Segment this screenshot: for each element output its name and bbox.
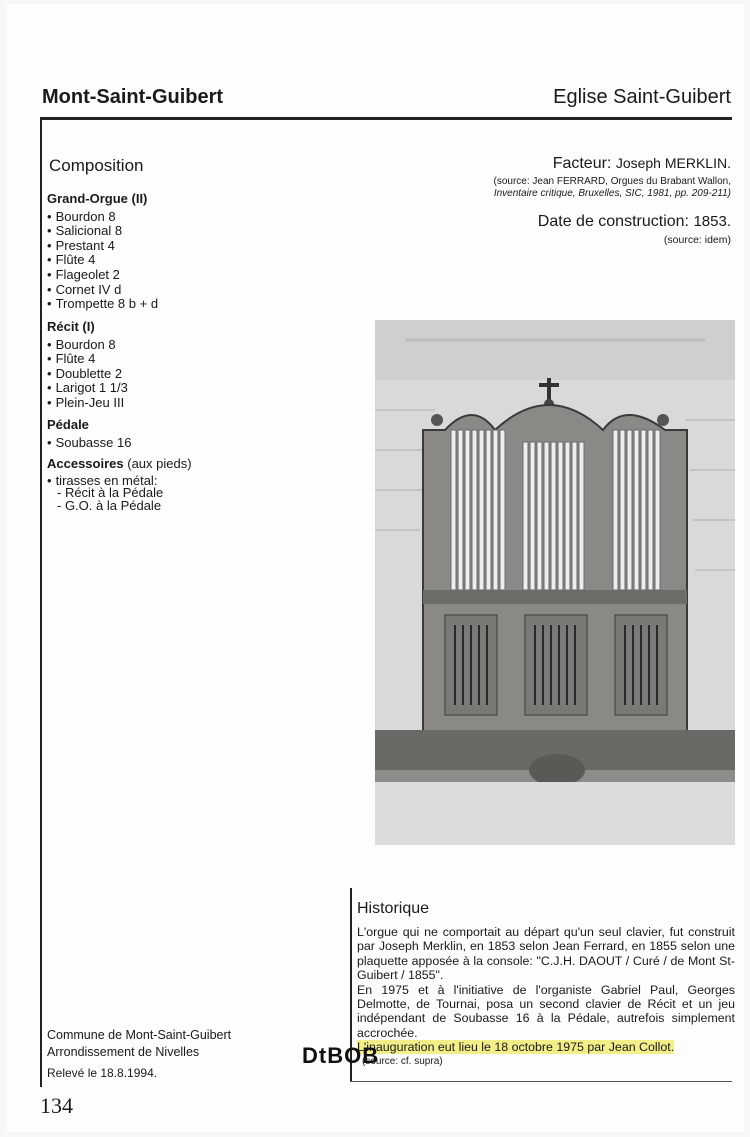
recit-heading: Récit (I): [47, 319, 95, 334]
accessoire-sub-2: - G.O. à la Pédale: [57, 497, 162, 513]
stop-item: • Plein-Jeu III: [47, 396, 128, 411]
stop-item: • Prestant 4: [47, 239, 158, 254]
historique-bottom-rule: [350, 1081, 732, 1082]
organ-pipe: [572, 442, 577, 590]
stop-item: • Trompette 8 b + d: [47, 297, 158, 312]
accessoires-section: [47, 458, 192, 512]
grand-orgue-stops: [47, 210, 158, 312]
organ-pipe: [493, 430, 498, 590]
accessoire-sub-1: - Récit à la Pédale: [57, 485, 164, 501]
facteur-source-line2: Inventaire critique, Bruxelles, SIC, 1981, pp. 209-211): [493, 187, 731, 199]
date-value: 1853.: [693, 213, 731, 230]
arrondissement-line: Arrondissement de Nivelles: [47, 1045, 200, 1059]
commune-line: Commune de Mont-Saint-Guibert: [47, 1028, 232, 1042]
stop-item: • Flûte 4: [47, 253, 158, 268]
composition-title: Composition: [49, 156, 144, 175]
facteur-value: Joseph MERKLIN.: [615, 155, 731, 171]
historique-text: [357, 925, 735, 1055]
grand-orgue-section: [47, 192, 158, 312]
facteur-label: Facteur:: [552, 155, 612, 172]
organ-photo: [375, 320, 735, 845]
organ-pipe: [634, 430, 639, 590]
date-label: Date de construction:: [537, 213, 689, 230]
organ-pipe: [451, 430, 456, 590]
organ-pipe: [537, 442, 542, 590]
organ-pipe: [565, 442, 570, 590]
accessoire-item: • tirasses en métal:: [47, 475, 192, 488]
historique-paragraph-1: L'orgue qui ne comportait au départ qu'un seul clavier, fut construit par Joseph Merklin, en 1853 selon Jean Ferrard, en 1855 selon une plaquette apposée à la console: "C.J.H. DAOUT / Curé / de Mont St-Guibert / 1855".: [357, 925, 735, 983]
organ-pipe: [544, 442, 549, 590]
organ-pipe: [551, 442, 556, 590]
organ-pipe: [558, 442, 563, 590]
left-rule: [40, 117, 42, 1087]
organ-pipe: [479, 430, 484, 590]
organ-pipe: [500, 430, 505, 590]
organ-pipe: [648, 430, 653, 590]
stop-item: • Salicional 8: [47, 224, 158, 239]
page-number: 134: [40, 1093, 73, 1118]
recit-section: [47, 320, 128, 411]
organ-pipe: [486, 430, 491, 590]
stop-item: • Cornet IV d: [47, 283, 158, 298]
stop-item: • Bourdon 8: [47, 338, 128, 353]
header-rule: [40, 117, 732, 120]
recit-stops: [47, 338, 128, 411]
organ-pipe: [523, 442, 528, 590]
historique-paragraph-2: En 1975 et à l'initiative de l'organiste Gabriel Paul, Georges Delmotte, de Tournai, posa un second clavier de Récit et un jeu indépendant de Soubasse 16 à la Pédale, autrefois simplement accrochée.: [357, 982, 735, 1040]
library-stamp: DtBOB: [302, 1043, 380, 1068]
organ-pipe: [472, 430, 477, 590]
historique-paragraph-3: L'inauguration eut lieu le 18 octobre 1975 par Jean Collot.: [357, 1040, 675, 1055]
historique-title: Historique: [357, 900, 430, 917]
date-source: (source: idem): [663, 234, 731, 246]
organ-pipe: [641, 430, 646, 590]
organ-pipe: [655, 430, 660, 590]
organ-pipe: [579, 442, 584, 590]
stop-item: • Flûte 4: [47, 352, 128, 367]
stop-item: • Larigot 1 1/3: [47, 381, 128, 396]
facteur-source-line1: (source: Jean FERRARD, Orgues du Brabant Wallon,: [493, 176, 731, 187]
organ-pipe: [458, 430, 463, 590]
facteur-line: [553, 155, 731, 173]
location-title: Mont-Saint-Guibert: [42, 86, 224, 108]
pedale-section: [47, 418, 131, 450]
historique-source: (source: cf. supra): [362, 1056, 443, 1067]
organ-pipe: [627, 430, 632, 590]
pedale-heading: Pédale: [47, 417, 89, 432]
releve-line: Relevé le 18.8.1994.: [47, 1066, 158, 1080]
stop-item: • Soubasse 16: [47, 436, 131, 451]
organ-pipe: [613, 430, 618, 590]
pedale-stops: [47, 436, 131, 451]
church-title: Eglise Saint-Guibert: [553, 86, 731, 108]
organ-pipe: [620, 430, 625, 590]
organ-pipe: [530, 442, 535, 590]
organ-pipe: [465, 430, 470, 590]
facteur-source: [493, 176, 731, 199]
stop-item: • Bourdon 8: [47, 210, 158, 225]
grand-orgue-heading: Grand-Orgue (II): [47, 191, 148, 206]
accessoires-note: (aux pieds): [127, 456, 192, 471]
date-line: [538, 213, 731, 231]
accessoires-heading: Accessoires: [47, 456, 124, 471]
stop-item: • Flageolet 2: [47, 268, 158, 283]
stop-item: • Doublette 2: [47, 367, 128, 382]
